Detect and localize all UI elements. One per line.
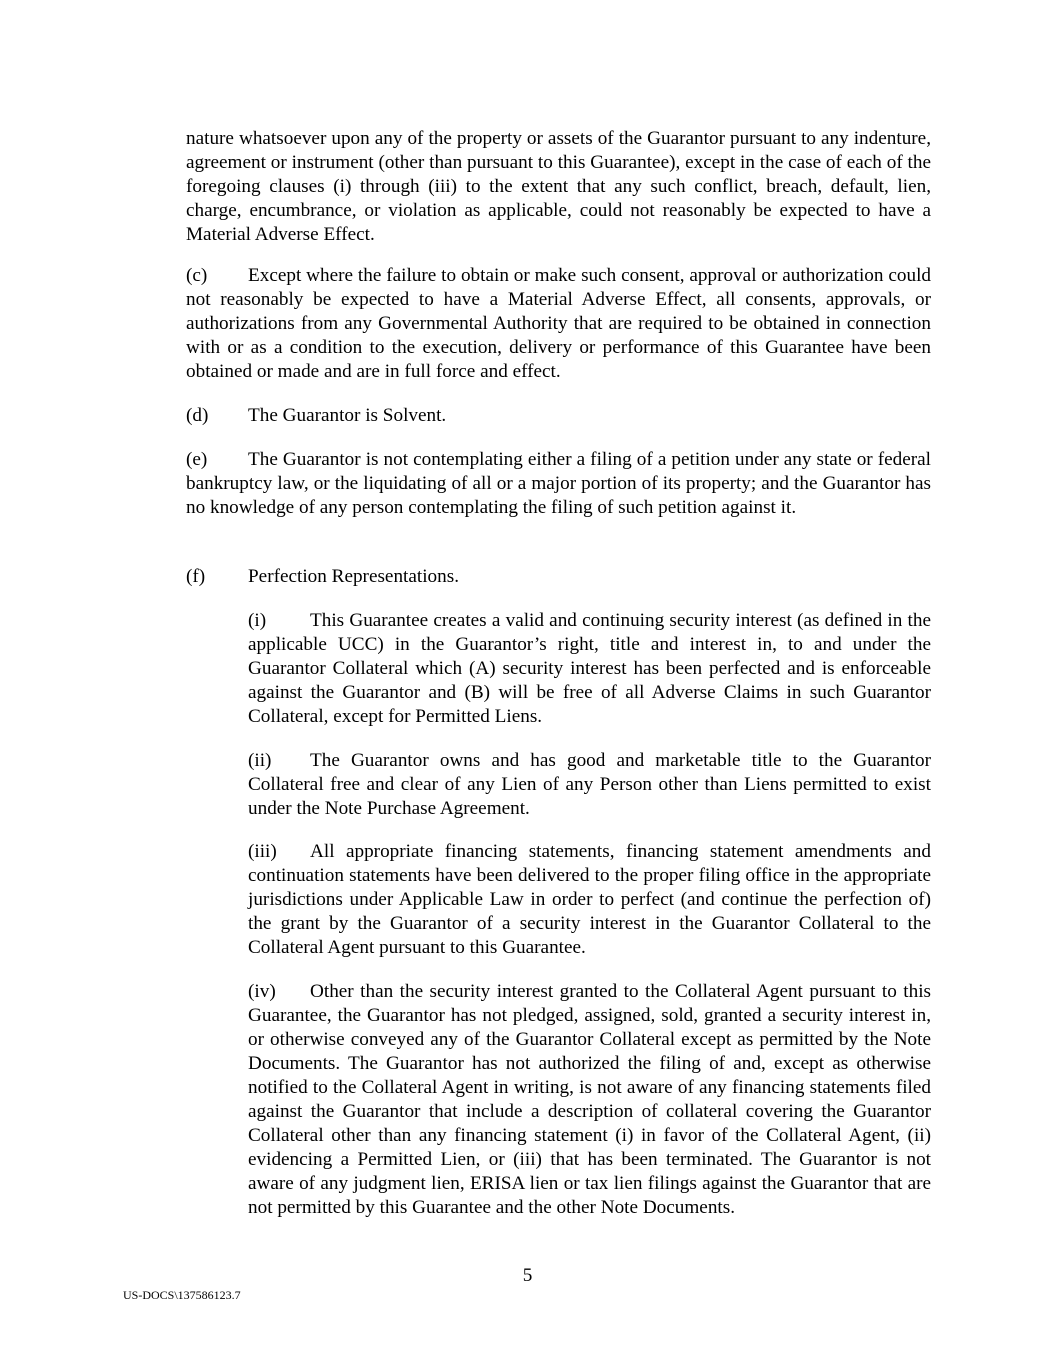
subsection-ii [248, 749, 931, 821]
subsection-text: The Guarantor owns and has good and marketable title to the Guarantor Collateral free and clear of any Lien of any Person other than Liens permitted to exist under the Note Purchase Agreement. [248, 750, 931, 819]
section-d [186, 404, 931, 428]
subsection-text: Other than the security interest granted to the Collateral Agent pursuant to this Guarantee, the Guarantor has not pledged, assigned, sold, granted a security interest in, or otherwise conveyed any of the Guarantor Collateral except as permitted by the Note Documents. The Guarantor has not authorized the filing of and, except as otherwise notified to the Collateral Agent in writing, is not aware of any financing statements filed against the Guarantor that include a description of collateral covering the Guarantor Collateral other than any financing statement (i) in favor of the Collateral Agent, (ii) evidencing a Permitted Lien, or (iii) that has been terminated. The Guarantor is not aware of any judgment lien, ERISA lien or tax lien filings against the Guarantor that are not permitted by this Guarantee and the other Note Documents. [248, 981, 931, 1218]
subsection-label: (iv) [248, 981, 276, 1002]
section-e [186, 448, 931, 520]
continuation-paragraph: nature whatsoever upon any of the property or assets of the Guarantor pursuant to any indenture, agreement or instrument (other than pursuant to this Guarantee), except in the case of each of the foregoing clauses (i) through (iii) to the extent that any such conflict, breach, default, lien, charge, encumbrance, or violation as applicable, could not reasonably be expected to have a Material Adverse Effect. [186, 128, 931, 245]
section-f [186, 565, 931, 589]
document-id: US-DOCS\137586123.7 [123, 1288, 241, 1302]
section-c [186, 264, 931, 384]
section-label: (f) [186, 566, 206, 587]
subsection-text: All appropriate financing statements, financing statement amendments and continuation statements have been delivered to the proper filing office in the appropriate jurisdictions under Applicable Law in order to perfect (and continue the perfection of) the grant by the Guarantor of a security interest in the Guarantor Collateral to the Collateral Agent pursuant to this Guarantee. [248, 841, 931, 958]
subsection-i [248, 609, 931, 729]
section-text: The Guarantor is Solvent. [248, 405, 447, 426]
section-text: Except where the failure to obtain or make such consent, approval or authorization could not reasonably be expected to have a Material Adverse Effect, all consents, approvals, or authorizations from any Governmental Authority that are required to be obtained in connection with or as a condition to the execution, delivery or performance of this Guarantee have been obtained or made and are in full force and effect. [186, 265, 931, 382]
page-number: 5 [522, 1265, 533, 1286]
subsection-iii [248, 840, 931, 960]
subsection-label: (ii) [248, 750, 272, 771]
section-text: Perfection Representations. [248, 566, 459, 587]
subsection-text: This Guarantee creates a valid and continuing security interest (as defined in the applicable UCC) in the Guarantor’s right, title and interest in, to and under the Guarantor Collateral which (A) security interest has been perfected and is enforceable against the Guarantor and (B) will be free of all Adverse Claims in such Guarantor Collateral, except for Permitted Liens. [248, 610, 931, 727]
section-text: The Guarantor is not contemplating either a filing of a petition under any state or federal bankruptcy law, or the liquidating of all or a major portion of its property; and the Guarantor has no knowledge of any person contemplating the filing of such petition against it. [186, 449, 931, 518]
subsection-label: (iii) [248, 841, 277, 862]
subsection-label: (i) [248, 610, 267, 631]
section-label: (e) [186, 449, 208, 470]
section-label: (c) [186, 265, 208, 286]
section-label: (d) [186, 405, 209, 426]
subsection-iv [248, 980, 931, 1220]
